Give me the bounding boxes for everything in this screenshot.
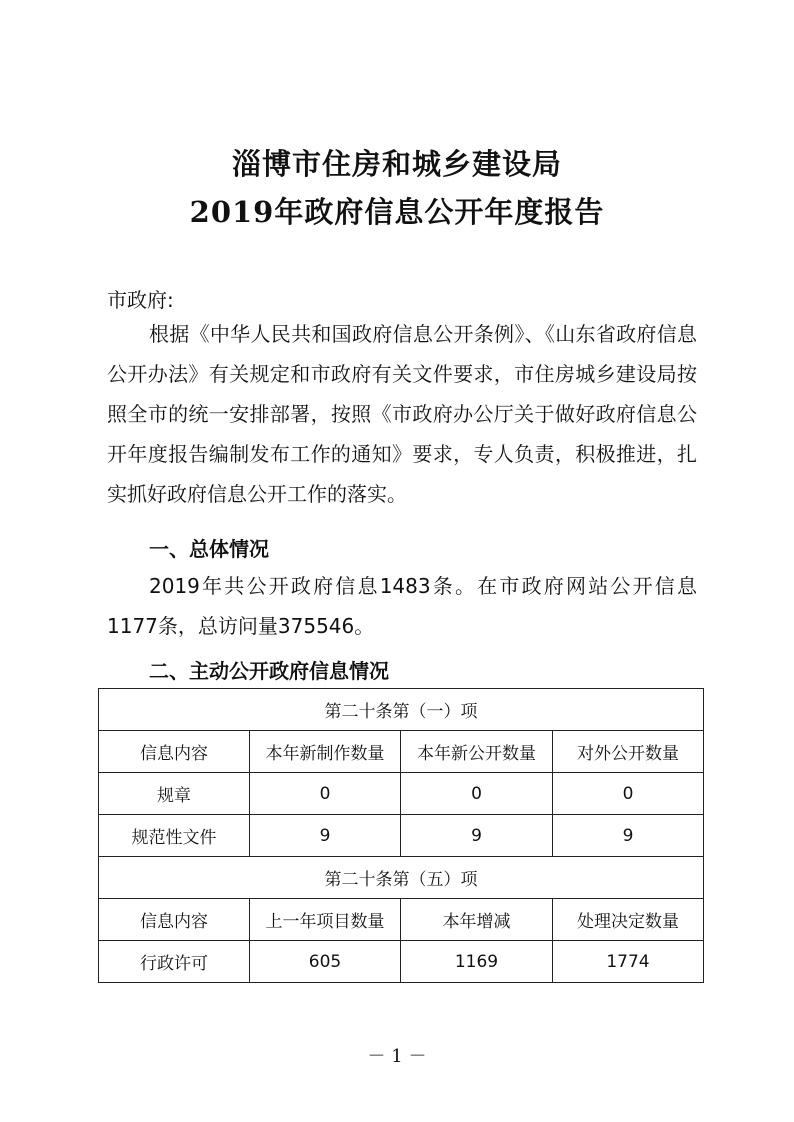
table-header-cell: 信息内容 [99, 899, 250, 941]
table-header-cell: 对外公开数量 [553, 731, 704, 773]
table-header-cell: 本年新公开数量 [401, 731, 553, 773]
table-group-title: 第二十条第（五）项 [99, 857, 704, 899]
table-header-row [99, 899, 704, 941]
table-group-title-row [99, 689, 704, 731]
intro-paragraph: 根据《中华人民共和国政府信息公开条例》、《山东省政府信息公开办法》有关规定和市政府有关文件要求，市住房城乡建设局按照全市的统一安排部署，按照《市政府办公厅关于做好政府信息公开年度报告编制发布工作的通知》要求，专人负责，积极推进，扎实抓好政府信息公开工作的落实。 [107, 322, 697, 506]
table-cell: 行政许可 [99, 941, 250, 983]
section-heading-overview: 一、总体情况 [149, 537, 269, 561]
table-group-title: 第二十条第（一）项 [99, 689, 704, 731]
section-heading-active-disclosure: 二、主动公开政府信息情况 [149, 659, 389, 683]
table-header-cell: 信息内容 [99, 731, 250, 773]
table-cell: 605 [250, 941, 401, 983]
disclosure-table [98, 688, 704, 983]
table-cell: 规章 [99, 773, 250, 815]
table-cell: 规范性文件 [99, 815, 250, 857]
table-header-cell: 本年新制作数量 [250, 731, 401, 773]
page-number: － 1 － [367, 1046, 427, 1067]
document-title-line1: 淄博市住房和城乡建设局 [231, 147, 562, 181]
table-header-row [99, 731, 704, 773]
table-header-cell: 处理决定数量 [553, 899, 704, 941]
table-cell: 1774 [553, 941, 704, 983]
table-cell: 9 [553, 815, 704, 857]
table-cell: 0 [250, 773, 401, 815]
table-cell: 0 [553, 773, 704, 815]
document-title-line2: 2019年政府信息公开年度报告 [189, 195, 605, 229]
table-cell: 0 [401, 773, 553, 815]
overview-paragraph: 2019年共公开政府信息1483条。在市政府网站公开信息1177条，总访问量375546。 [107, 574, 697, 638]
table-header-cell: 本年增减 [401, 899, 553, 941]
table-group-title-row [99, 857, 704, 899]
table-row [99, 773, 704, 815]
table-cell: 9 [401, 815, 553, 857]
table-cell: 9 [250, 815, 401, 857]
salutation: 市政府: [107, 288, 174, 312]
table-header-cell: 上一年项目数量 [250, 899, 401, 941]
table-cell: 1169 [401, 941, 553, 983]
table-row [99, 941, 704, 983]
table-row [99, 815, 704, 857]
